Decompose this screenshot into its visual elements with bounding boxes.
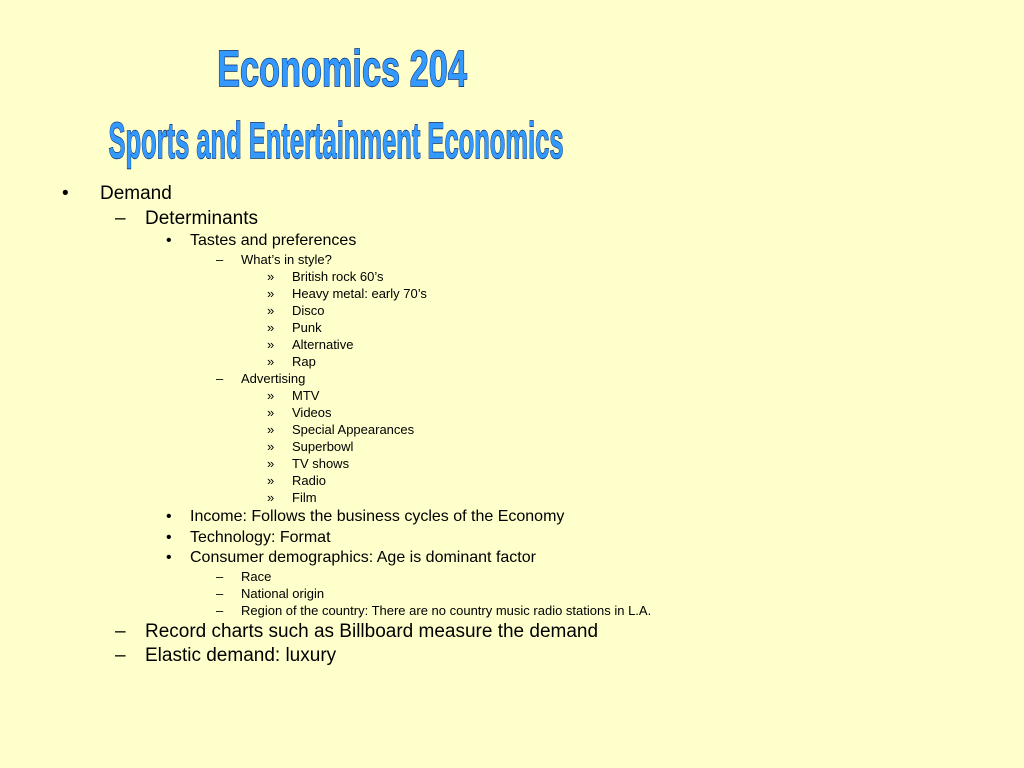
ad-item: TV shows — [292, 456, 350, 471]
chevron-marker: » — [267, 337, 275, 352]
ad-item: Special Appearances — [292, 422, 415, 437]
dash-marker: – — [216, 603, 224, 618]
bullet-marker: • — [62, 183, 69, 204]
bullet-marker: • — [166, 529, 172, 546]
chevron-marker: » — [267, 303, 275, 318]
style-item: Disco — [292, 303, 325, 318]
item-technology: Technology: Format — [190, 529, 331, 546]
ad-item: Radio — [292, 473, 326, 488]
item-whats-in-style: What’s in style? — [241, 252, 332, 267]
dash-marker: – — [115, 208, 126, 229]
demo-item: Region of the country: There are no country music radio stations in L.A. — [241, 603, 652, 618]
dash-marker: – — [216, 569, 224, 584]
style-item: Alternative — [292, 337, 354, 352]
ad-item: Film — [292, 490, 317, 505]
bullet-marker: • — [166, 232, 172, 249]
chevron-marker: » — [267, 422, 275, 437]
chevron-marker: » — [267, 405, 275, 420]
style-item: Rap — [292, 354, 316, 369]
style-item: British rock 60’s — [292, 269, 384, 284]
item-tastes: Tastes and preferences — [190, 232, 357, 249]
demo-item: National origin — [241, 586, 325, 601]
item-record-charts: Record charts such as Billboard measure the demand — [145, 621, 599, 642]
item-income: Income: Follows the business cycles of the Economy — [190, 508, 565, 525]
chevron-marker: » — [267, 354, 275, 369]
dash-marker: – — [216, 252, 224, 267]
title-line-1: Economics 204 — [217, 41, 467, 98]
title-line-2: Sports and Entertainment Economics — [108, 113, 564, 170]
chevron-marker: » — [267, 286, 275, 301]
item-demographics: Consumer demographics: Age is dominant factor — [190, 549, 536, 566]
chevron-marker: » — [267, 473, 275, 488]
dash-marker: – — [216, 586, 224, 601]
chevron-marker: » — [267, 456, 275, 471]
dash-marker: – — [216, 371, 224, 386]
item-elastic-demand: Elastic demand: luxury — [145, 645, 337, 666]
ad-item: Superbowl — [292, 439, 354, 454]
ad-item: MTV — [292, 388, 320, 403]
item-determinants: Determinants — [145, 208, 258, 229]
chevron-marker: » — [267, 320, 275, 335]
dash-marker: – — [115, 645, 126, 666]
demo-item: Race — [241, 569, 272, 584]
ad-item: Videos — [292, 405, 332, 420]
chevron-marker: » — [267, 490, 275, 505]
bullet-marker: • — [166, 549, 172, 566]
chevron-marker: » — [267, 269, 275, 284]
style-item: Punk — [292, 320, 322, 335]
dash-marker: – — [115, 621, 126, 642]
style-item: Heavy metal: early 70’s — [292, 286, 427, 301]
item-advertising: Advertising — [241, 371, 306, 386]
chevron-marker: » — [267, 439, 275, 454]
bullet-marker: • — [166, 508, 172, 525]
item-demand: Demand — [100, 183, 172, 204]
chevron-marker: » — [267, 388, 275, 403]
